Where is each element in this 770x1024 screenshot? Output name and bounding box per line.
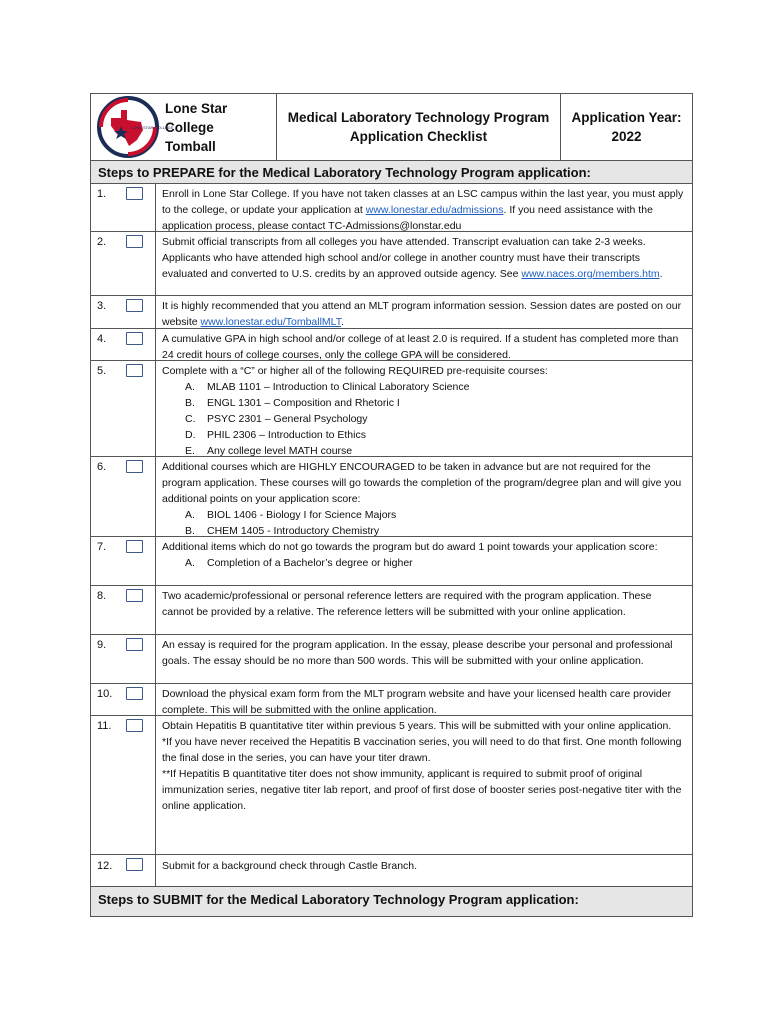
item-checkbox[interactable] <box>126 540 143 553</box>
checkbox-cell <box>121 855 156 886</box>
item-checkbox[interactable] <box>126 332 143 345</box>
checkbox-cell <box>121 329 156 360</box>
checkbox-cell <box>121 586 156 634</box>
item-text-part: . If you need assistance with the application process, please contact TC-Admissions@lonstar.edu <box>162 204 653 232</box>
sub-item <box>162 555 684 571</box>
header-row <box>91 94 692 161</box>
item-checkbox[interactable] <box>126 858 143 871</box>
item-text-part: Additional courses which are HIGHLY ENCOURAGED to be taken in advance but are not required for the program application. These courses will go towards the completion of the program/degree plan and will give you additional points on your application score: <box>162 461 682 505</box>
checklist-item <box>91 296 692 329</box>
sub-item-letter: C. <box>185 413 196 425</box>
checkbox-cell <box>121 361 156 456</box>
logo-text: LONE STAR COLLEGE <box>131 125 174 130</box>
title-line-2: Application Checklist <box>349 129 488 144</box>
college-cell <box>91 94 277 160</box>
item-text-part: A cumulative GPA in high school and/or college of at least 2.0 is required. If a student has completed more than 24 credit hours of college courses, only the college GPA will be considered. <box>162 333 679 361</box>
item-checkbox[interactable] <box>126 187 143 200</box>
college-name: Lone Star College <box>165 100 228 135</box>
item-checkbox[interactable] <box>126 460 143 473</box>
checklist-item <box>91 855 692 886</box>
item-text <box>156 361 692 456</box>
checkbox-cell <box>121 684 156 715</box>
sub-item-text: Any college level MATH course <box>207 445 353 457</box>
item-number: 10. <box>97 688 113 700</box>
checklist-item <box>91 586 692 635</box>
item-number: 4. <box>97 333 107 345</box>
checklist-rows <box>91 184 692 886</box>
campus-name: Tomball <box>165 138 216 154</box>
sub-item-text: PSYC 2301 – General Psychology <box>207 413 368 425</box>
item-text <box>156 855 692 886</box>
item-number: 6. <box>97 461 107 473</box>
sub-item-letter: A. <box>185 557 195 569</box>
item-text-part: Enroll in Lone Star College. If you have not taken classes at an LSC campus within the last year, you must apply to the college, or update your application at <box>162 188 684 216</box>
sub-item-text: Completion of a Bachelor’s degree or higher <box>207 557 413 569</box>
submit-heading: Steps to SUBMIT for the Medical Laboratory Technology Program application: <box>91 886 692 916</box>
item-text <box>156 537 692 585</box>
item-text-part: Download the physical exam form from the MLT program website and have your licensed health care provider complete. This will be submitted with the online application. <box>162 688 672 716</box>
item-text <box>156 232 692 295</box>
sub-item <box>162 411 684 427</box>
item-text <box>156 586 692 634</box>
item-text-part: Additional items which do not go towards the program but do award 1 point towards your application score: <box>162 541 658 553</box>
item-number: 5. <box>97 365 107 377</box>
item-link[interactable]: www.lonestar.edu/TomballMLT <box>200 316 341 328</box>
checklist-item <box>91 329 692 361</box>
item-link[interactable]: www.naces.org/members.htm <box>521 268 660 280</box>
item-text-part: It is highly recommended that you attend an MLT program information session. Session dates are posted on our website <box>162 300 682 328</box>
item-checkbox[interactable] <box>126 364 143 377</box>
checklist-item <box>91 232 692 296</box>
item-text <box>156 684 692 715</box>
sub-item-letter: B. <box>185 397 195 409</box>
item-text-part: Submit official transcripts from all colleges you have attended. Transcript evaluation can take 2-3 weeks. Applicants who have attended high school and/or college in another country must have their transcripts evaluated and converted to U.S. credits by an approved outside agency. See <box>162 236 646 280</box>
item-text <box>156 635 692 683</box>
item-text-part: An essay is required for the program application. In the essay, please describe your personal and professional goals. The essay should be no more than 500 words. This will be submitted with your online application. <box>162 639 673 667</box>
item-number: 12. <box>97 860 113 872</box>
item-number: 1. <box>97 188 107 200</box>
checklist-item <box>91 361 692 457</box>
item-text-part: . <box>340 316 344 328</box>
checkbox-cell <box>121 296 156 328</box>
checklist-item <box>91 457 692 537</box>
sub-item <box>162 395 684 411</box>
checkbox-cell <box>121 537 156 585</box>
item-text <box>156 296 692 328</box>
application-year <box>561 94 692 160</box>
item-checkbox[interactable] <box>126 687 143 700</box>
item-text-part: Submit for a background check through Castle Branch. <box>162 860 418 872</box>
item-note: **If Hepatitis B quantitative titer does not show immunity, applicant is required to submit proof of original immunization series, negative titer lab report, and proof of first dose of booster series post-negative titer with the online application. <box>162 768 682 812</box>
checklist-item <box>91 684 692 716</box>
checklist-item <box>91 716 692 855</box>
year-label: Application Year: <box>571 110 682 125</box>
item-text-part: Obtain Hepatitis B quantitative titer within previous 5 years. This will be submitted with your online application. <box>162 720 672 732</box>
sub-item <box>162 379 684 395</box>
item-checkbox[interactable] <box>126 638 143 651</box>
item-checkbox[interactable] <box>126 235 143 248</box>
item-text-part: Two academic/professional or personal reference letters are required with the program application. These cannot be provided by a relative. The reference letters will be submitted with your online application. <box>162 590 652 618</box>
checkbox-cell <box>121 716 156 854</box>
item-number: 9. <box>97 639 107 651</box>
sub-item-letter: B. <box>185 525 195 537</box>
item-text <box>156 716 692 854</box>
checklist-item <box>91 184 692 232</box>
checkbox-cell <box>121 635 156 683</box>
item-checkbox[interactable] <box>126 589 143 602</box>
item-checkbox[interactable] <box>126 299 143 312</box>
sub-item-text: BIOL 1406 - Biology I for Science Majors <box>207 509 397 521</box>
checklist-item <box>91 537 692 586</box>
item-link[interactable]: www.lonestar.edu/admissions <box>365 204 504 216</box>
sub-item-letter: D. <box>185 429 196 441</box>
item-number: 8. <box>97 590 107 602</box>
sub-item-letter: A. <box>185 381 195 393</box>
checklist-document <box>90 93 693 917</box>
checklist-item <box>91 635 692 684</box>
lone-star-logo-icon <box>97 96 174 158</box>
item-text <box>156 457 692 536</box>
item-text-part: . <box>659 268 663 280</box>
sub-item-text: ENGL 1301 – Composition and Rhetoric I <box>207 397 400 409</box>
sub-item <box>162 507 684 523</box>
title-line-1: Medical Laboratory Technology Program <box>287 110 550 125</box>
sub-item-text: CHEM 1405 - Introductory Chemistry <box>207 525 380 537</box>
item-number: 2. <box>97 236 107 248</box>
sub-item-text: PHIL 2306 – Introduction to Ethics <box>207 429 366 441</box>
checkbox-cell <box>121 457 156 536</box>
item-checkbox[interactable] <box>126 719 143 732</box>
item-text <box>156 329 692 360</box>
sub-item-text: MLAB 1101 – Introduction to Clinical Laboratory Science <box>207 381 470 393</box>
checkbox-cell <box>121 232 156 295</box>
item-number: 3. <box>97 300 107 312</box>
sub-item <box>162 427 684 443</box>
sub-item-letter: E. <box>185 445 195 457</box>
year-value: 2022 <box>611 129 642 144</box>
prepare-heading: Steps to PREPARE for the Medical Laboratory Technology Program application: <box>91 161 692 184</box>
item-text <box>156 184 692 231</box>
checkbox-cell <box>121 184 156 231</box>
sub-item-letter: A. <box>185 509 195 521</box>
document-title <box>277 94 561 160</box>
item-number: 7. <box>97 541 107 553</box>
item-text-part: Complete with a “C” or higher all of the following REQUIRED pre-requisite courses: <box>162 365 548 377</box>
item-number: 11. <box>97 720 112 732</box>
item-note: *If you have never received the Hepatitis B vaccination series, you will need to do that first. One month following the final dose in the series, you can have your titer drawn. <box>162 736 682 764</box>
